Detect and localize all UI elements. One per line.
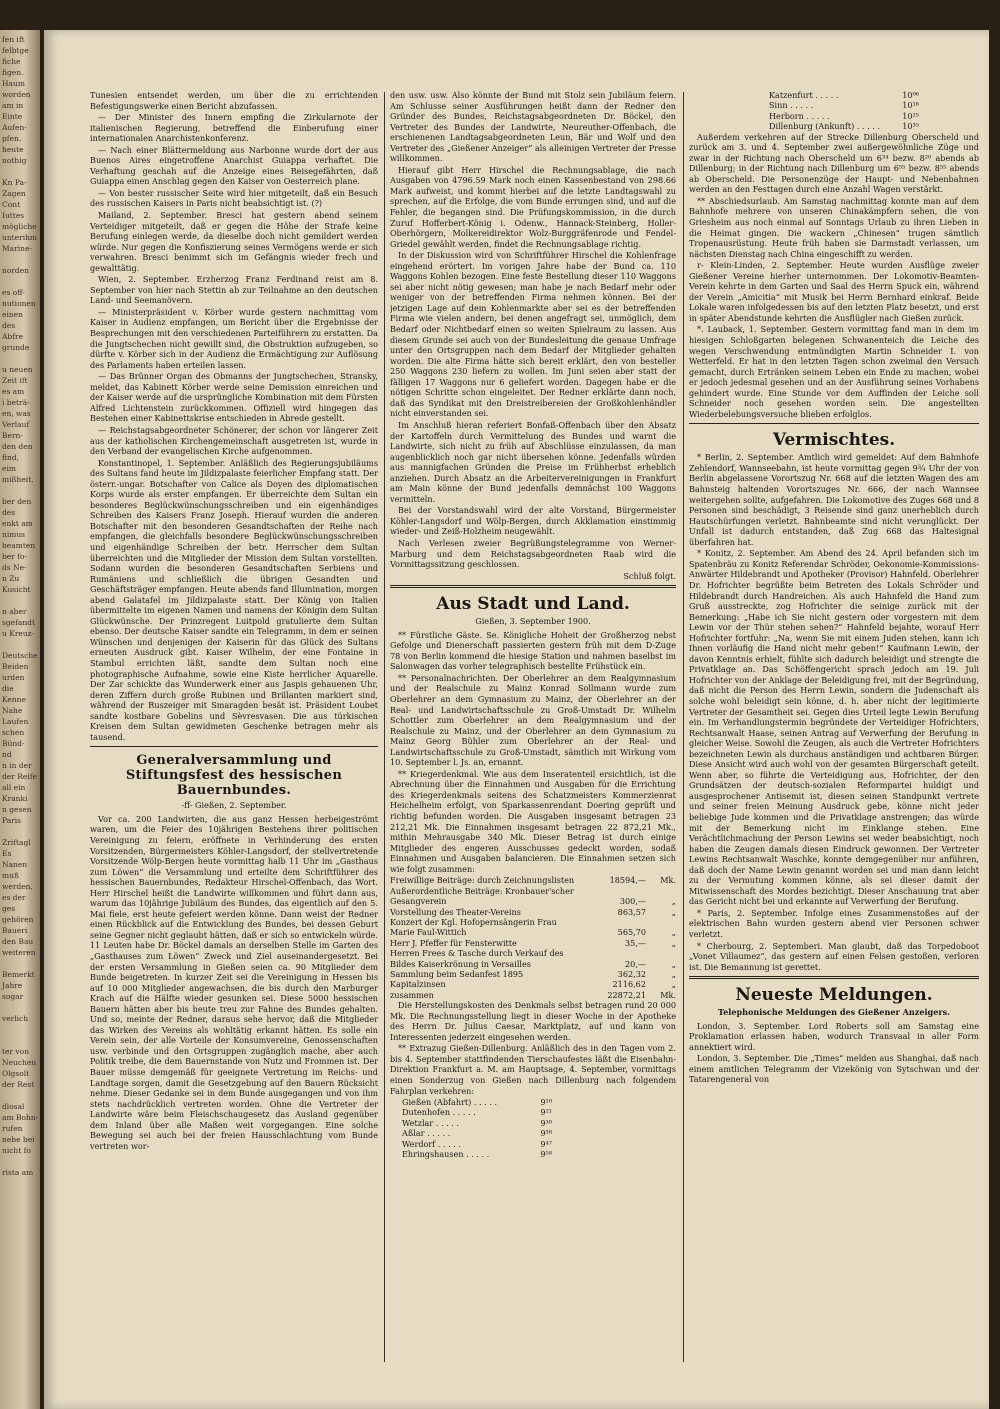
table-cell-amount — [598, 948, 646, 958]
table-cell-label: Herr J. Pfeffer für Fensterwitte — [390, 937, 517, 948]
table-cell-amount: 2116,62 — [612, 979, 646, 990]
station-name: Ehringshausen . . . . . — [402, 1149, 490, 1160]
dateline: -ff- Gießen, 2. September. — [181, 800, 287, 811]
departure-time: 9³⁰ — [540, 1117, 552, 1128]
column-rule — [683, 92, 684, 1362]
timetable-row — [769, 100, 919, 110]
article-paragraph: * Paris, 2. September. Infolge eines Zusammenstoßes auf der elektrischen Bahn wurden gestern abend vier Personen schwer verletzt. — [689, 907, 979, 939]
table-cell-amount: 22872,21 — [607, 989, 646, 1000]
station-name: Werdorf . . . . . — [402, 1138, 461, 1149]
section-divider — [90, 746, 378, 747]
station-name: Katzenfurt . . . . . — [769, 90, 839, 100]
table-cell-unit: Mk. — [660, 875, 676, 886]
timetable-row — [402, 1149, 552, 1159]
previous-page-edge — [0, 30, 40, 1409]
article-paragraph: Bei der Vorstandswahl wird der alte Vorstand, Bürgermeister Köhler-Langsdorf und Wölp-Bergen, durch Akklamation einstimmig wieder- und Zeiß-Holzheim neugewählt. — [390, 505, 676, 537]
station-name: Aßlar . . . . . — [402, 1128, 451, 1139]
column-2 — [390, 90, 676, 1370]
article-paragraph: Die Herstellungskosten des Denkmals selbst betragen rund 20 000 Mk. Die Rechnungsstellung liegt in dieser Woche in der Apotheke des Herrn Dr. Julius Caesar, Marktplatz, auf und kann von Interessenten jederzeit eingesehen werden. — [390, 1000, 676, 1042]
table-cell-label: Sammlung beim Sedanfest 1895 — [390, 968, 524, 979]
section-subheading: Telephonische Meldungen des Gießener Anzeigers. — [718, 1007, 950, 1018]
dateline: Gießen, 3. September 1900. — [475, 616, 591, 627]
timetable-row — [402, 1128, 552, 1138]
section-divider — [689, 976, 979, 979]
newspaper-page — [44, 30, 989, 1409]
timetable-row — [402, 1118, 552, 1128]
table-row — [390, 907, 676, 917]
table-row — [390, 938, 676, 948]
article-paragraph: — Das Brünner Organ des Obmanns der Jungtschechen, Stransky, meldet, das Kabinett Körber werde seine Demission einreichen und der Kaiser werde auf die ursprüngliche Kombination mit dem Fürsten Alfred Lichtenstein zurückkommen. Offiziell wird hingegen das Bestehen einer Kabinettskrise entschieden in Abrede gestellt. — [90, 371, 378, 424]
table-cell-label: Gesangverein — [390, 896, 447, 907]
section-heading: Aus Stadt und Land. — [436, 594, 630, 615]
article-paragraph: Wien, 2. September. Erzherzog Franz Ferdinand reist am 8. September von hier nach Stettin ab zur Teilnahme an den deutschen Land- und Seemanövern. — [90, 274, 378, 306]
table-cell-unit: „ — [671, 927, 676, 938]
table-cell-unit — [646, 886, 676, 896]
table-cell-label: Konzert der Kgl. Hofopernsängerin Frau — [390, 916, 557, 927]
station-name: Sinn . . . . . — [769, 100, 814, 111]
table-cell-amount: 362,32 — [617, 968, 646, 979]
article-paragraph: — Der Minister des Innern empfing die Zirkularnote der italienischen Regierung, betreffend die Einberufung einer internationalen Anarchistenkonferenz. — [90, 112, 378, 144]
table-cell-unit: „ — [671, 906, 676, 917]
previous-page-fragments: fen ift felbtge fiche figen. Haum worden am in Einte Aufen- pfen. heute nothig Kn Pa- Zagen Cont Iuttes mögliche unterihm Marine- norden es off- nutionen einen des Abfre grunde u neuen Zeit ift es am i beträ- en, was Verlauf Bern- den den find, eim mißheit, ber den des enkt am nimus beamten ber fo- ds Ne- n Zu Kusicht n aber sgefandt u Kreuz- Deutsche Beiden urden die Kenne Nahe Laufen schen Bünd- nd n in der der Reife all ein Kranki n gesen Paris Zriftagl Es Nanen muß werden, es der ges gehören Baueri den Bau weiteren Bemerkt Jahre sogar verlich ter von Neuchen Olgsolt der Rest dlosal am Bohn- rufen nebe bei nicht fo rista am — [2, 35, 39, 1177]
timetable-row — [402, 1097, 552, 1107]
table-cell-unit: „ — [671, 896, 676, 907]
table-cell-amount — [598, 917, 646, 927]
table-cell-amount: 300,— — [619, 896, 646, 907]
table-cell-label: Vorstellung des Theater-Vereins — [390, 906, 521, 917]
table-row — [390, 969, 676, 979]
article-paragraph: — Von bester russischer Seite wird hier mitgeteilt, daß ein Besuch des russischen Kaisers in Paris nicht beabsichtigt ist. (?) — [90, 187, 378, 209]
station-name: Dutenhofen . . . . . — [402, 1107, 476, 1118]
section-divider — [689, 423, 979, 424]
table-cell-unit: „ — [671, 958, 676, 969]
table-cell-unit: Mk. — [660, 989, 676, 1000]
column-3 — [689, 90, 979, 1370]
station-name: Dillenburg (Ankunft) . . . . . — [769, 121, 880, 132]
table-cell-amount: 20,— — [625, 958, 646, 969]
article-paragraph: Konstantinopel, 1. September. Anläßlich des Regierungsjubiläums des Sultans fand heute im Jildizpalaste feierlicher Empfang statt. Der österr.-ungar. Botschafter von Calice als Doyen des diplomatischen Korps wurde als erster empfangen. Er überreichte dem Sultan ein besonderes Beglückwünschungsschreiben und ein eigenhändiges Schreiben des Kaisers Franz Joseph. Hierauf wurden die anderen Botschafter mit den besonderen Gesandtschaften der Reihe nach empfangen, die gleichfalls besondere Beglückwünschungsschreiben und eigenhändige Schreiben der betr. Herrscher dem Sultan überreichten und die Mitglieder der Mission dem Sultan vorstellten. Sodann wurden die besonderen Gesandtschaften Serbiens und Rumäniens und schließlich die übrigen Gesandten und Geschäftsträger empfangen. Heute abends fand Illumination, morgen abend Galatafel im Jildizpalaste statt. Der König von Italien übermittelte im eigenen Namen und namens der Königin dem Sultan Glückwünsche. Der Prinzregent Luitpold gratulierte dem Sultan ebenso. Der deutsche Kaiser sandte ein Telegramm, in dem er seinen Wünschen und denjenigen der Kaiserin für das Glück des Sultans erneuten Ausdruck gibt. Kaiser Wilhelm, der eine Fontaine in Stambul errichten läßt, sandte dem Sultan noch eine photographische Aufnahme, sowie eine Kiste herrlicher Aquarelle. Der Zar schickte das Wunderwerk einer aus Jaspis gehauenen Uhr, deren Ziffern durch große Rubinen und Brillanten markiert sind, während der Ruszeiger mit Smaragden besät ist. Präsident Loubet sandte kostbare Gobelins und Sèvresvasen. Die aus türkischen Kreisen dem Sultan gewidmeten Geschenke betragen mehr als tausend. — [90, 457, 378, 742]
table-row — [390, 959, 676, 969]
table-row — [390, 917, 676, 927]
article-paragraph: In der Diskussion wird von Schriftführer Hirschel die Kohlenfrage eingehend erörtert. Im vorigen Jahre habe der Bund ca. 110 Waggons Kohlen bezogen. Eine feste Bestellung dieser 110 Waggons sei aber nicht nötig gewesen; man habe je nach Bedarf mehr oder weniger von der betreffenden Firma nehmen können. Bei der jetzigen Lage auf dem Kohlenmarkte aber sei es der betreffenden Firma wie vielen andern, bei denen angefragt sei, unmöglich, dem Bedarf oder Nichtbedarf einen so weiten Spielraum zu lassen. Aus diesem Grunde sei auch von der Bundesleitung die genaue Umfrage unter den Ortsgruppen nach dem Bedarf der Mitglieder gehalten worden. Die alte Firma hätte sich bereit erklärt, den von besteller 250 Waggons 230 liefern zu wollen. Im Juni seien aber statt der fälligen 17 Waggons nur 6 geliefert worden. Dagegen habe er die nötigen Schritte schon eingeleitet. Der Redner erklärte dann noch, daß das Syndikat mit den Dreistreibereien der Großkohlenhändler nicht einverstanden sei. — [390, 250, 676, 419]
timetable-row — [769, 121, 919, 131]
section-divider — [390, 585, 676, 588]
timetable-row — [402, 1139, 552, 1149]
table-row — [390, 927, 676, 937]
table-row — [390, 896, 676, 906]
table-cell-amount: 35,— — [625, 937, 646, 948]
station-name: Wetzlar . . . . . — [402, 1117, 459, 1128]
section-heading: Neueste Meldungen. — [735, 985, 933, 1006]
departure-time: 10³⁵ — [902, 121, 919, 132]
article-paragraph: ** Abschiedsurlaub. Am Samstag nachmittag konnte man auf dem Bahnhofe mehrere von unseren Chinakämpfern sehen, die von Griesheim aus noch einmal auf Sonntags Urlaub zu ihren Lieben in die Heimat gingen. Die wackern „Chinesen“ trugen sämtlich Tropenausrüstung. Heute früh haben sie Darmstadt verlassen, um nächsten Dienstag nach China eingeschifft zu werden. — [689, 195, 979, 259]
departure-time: 9³⁸ — [540, 1128, 552, 1139]
table-row — [390, 875, 676, 885]
article-paragraph: * Konitz, 2. September. Am Abend des 24. April befanden sich im Spatenbräu zu Konitz Referendar Schröder, Oekonomie-Kommissions-Anwärter Hildebrandt und Apotheker (Provisor) Hahnfeld. Oberlehrer Dr. Hofrichter begrüßte beim Betreten des Lokals Schröder und Hildebrandt durch Handreichen. Als auch Hahnfeld die Hand zum Gruß ausstreckte, zog Hofrichter die seinige zurück mit der Bemerkung: „Habe ich Sie nicht gestern oder vorgestern mit dem Lewin vor der Thür stehen sehen?“ Hahnfeld bejahte, worauf Herr Hofrichter fortfuhr: „Na, wenn Sie mit einem Juden stehen, kann ich Ihnen vorläufig die Hand nicht mehr geben!“ Kaufmann Lewin, der davon Kenntnis erhielt, fühlte sich dadurch beleidigt und strengte die Privatklage an. Das Schöffengericht sprach jedoch am 19. Juli Hofrichter von der Anklage der Beleidigung frei, mit der Begründung, daß nicht die Person des Herrn Lewin, sondern die Judenschaft als solche wohl beleidigt sein könne, d. h. aber nicht der legitimierte Vertreter der Gesamtheit sei. Gegen dies Urteil legte Lewin Berufung ein. Im Verhandlungstermin begründete der Verteidiger Hofrichters, Rechtsanwalt Haase, seinen Antrag auf Verwerfung der Berufung in gleicher Weise. Sowohl die Zeugen, als auch die Vertreter Hofrichters bezeichneten Lewin als durchaus anständigen und achtbaren Bürger. Diese Ansicht wird auch wohl von der gesamten Bürgerschaft geteilt. Wenn aber, so führte die Verteidigung aus, Hofrichter, der den Grundsätzen der deutsch-sozialen Reformpartei huldigt und ausgesprochener Antisemit ist, diesen seinen Standpunkt vertrete und seiner freien Meinung Ausdruck gebe, könne nicht jeder beliebige Jude kommen und die Privatklage anstrengen; das würde mit der Bemerkung nicht im Einklange stehen. Eine Verächtlichmachung der Person Lewins sei weder beabsichtigt, noch haben die Zeugen damals diesen Eindruck gewonnen. Der Vertreter Lewins Rechtsanwalt Waschke, konnte demgegenüber nur anführen, daß doch der Name Lewin genannt worden sei und man dann leicht zu der Vermutung kommen könne, als sei dieser damit der Mitwissenschaft des Mordes bezichtigt. Dieser Anschauung trat aber das Gericht nicht bei und erkannte auf Verwerfung der Berufung. — [689, 548, 979, 907]
table-cell-unit: „ — [671, 968, 676, 979]
article-paragraph: — Ministerpräsident v. Körber wurde gestern nachmittag vom Kaiser in Audienz empfangen, um Bericht über die Ergebnisse der Besprechungen mit den verschiedenen Parteiführern zu erstatten. Da die Jungtschechen nicht gewillt sind, die Obstruktion aufzugeben, so dürfte v. Körber sich in der Audienz die Ermächtigung zur Auflösung des Parlaments haben erteilen lassen. — [90, 306, 378, 370]
article-paragraph: — Reichstagsabgeordneter Schönerer, der schon vor längerer Zeit aus der katholischen Kirchengemeinschaft ausgetreten ist, wurde in den Verband der evangelischen Kirche aufgenommen. — [90, 424, 378, 457]
timetable-row — [769, 111, 919, 121]
article-paragraph: Nach Verlesen zweier Begrüßungstelegramme von Werner-Marburg und dem Reichstagsabgeordneten Raab wird die Vormittagssitzung geschlossen. — [390, 537, 676, 570]
article-paragraph: den usw. usw. Also könnte der Bund mit Stolz sein Jubiläum feiern. Am Schlusse seiner Ausführungen heißt dann der Redner den Gründer des Bundes, Reichstagsabgeordneten Dr. Böckel, den Vertreter des Bundes der Landwirte, Neureuther-Offenbach, die erschienenen Landtagsabgeordneten Leun, Bär und Wolf und den Vertreter des „Gießener Anzeiger“ als alleinigen Vertreter der Presse willkommen. — [390, 90, 676, 164]
article-paragraph: ** Extrazug Gießen-Dillenburg. Anläßlich des in den Tagen vom 2. bis 4. September stattfindenden Tierschaufestes läßt die Eisenbahn-Direktion Frankfurt a. M. am Hauptsage, 4. September, vormittags einen Sonderzug von Gießen nach Dillenburg nach folgendem Fahrplan verkehren: — [390, 1043, 676, 1096]
article-paragraph: London, 3. September. Lord Roberts soll am Samstag eine Proklamation erlassen haben, wodurch Transvaal in aller Form annektiert wird. — [689, 1020, 979, 1052]
article-paragraph: r- Klein-Linden, 2. September. Heute wurden Ausflüge zweier Gießener Vereine hierher unternommen. Der Lokomotiv-Beamten-Verein kehrte in dem Garten und Saal des Herrn Spuck ein, während der Verein „Amicitia“ mit Musik bei Herrn Bernhard einkraf. Beide Lokale waren infolgedessen bis auf den letzten Platz besetzt, und erst in später Abendstunde kehrten die Ausflügler nach Gießen zurück. — [689, 260, 979, 323]
table-cell-amount — [598, 886, 646, 896]
article-paragraph: London, 3. September. Die „Times“ melden aus Shanghai, daß nach einem amtlichen Telegramm der Vizekönig von Sytschwan und der Tatarengeneral von — [689, 1053, 979, 1085]
table-cell-amount: 863,57 — [617, 906, 646, 917]
timetable — [769, 90, 919, 132]
continuation-note: Schluß folgt. — [623, 570, 676, 581]
departure-time: 9⁴⁷ — [540, 1138, 552, 1149]
article-paragraph: — Nach einer Blättermeldung aus Narbonne wurde dort der aus Buenos Aires eingetroffene Anarchist Guiappa verhaftet. Die Verhaftung geschah auf die Anzeige eines Reisegefährten, daß Guiappa einen Anschlag gegen den Kaiser von Oesterreich plane. — [90, 144, 378, 187]
article-paragraph: * Berlin, 2. September. Amtlich wird gemeldet: Auf dem Bahnhofe Zehlendorf, Wannseebahn, ist heute vormittag gegen 9¾ Uhr der von Berlin abgelassene Vorortszug Nr. 668 auf die letzten Wagen des am Bahnsteig haltenden Vorortszuges Nr. 666, der nach Wannsee weitergehen sollte, aufgefahren. Die Lokomotive des Zuges 668 und 8 Personen sind beschädigt, 3 Reisende sind ganz unerheblich durch Hautschürfungen verletzt. Bahnbeamte sind nicht verunglückt. Der Unfall ist dadurch entstanden, daß Zug 668 das Haltesignal überfahren hat. — [689, 452, 979, 547]
article-paragraph: Vor ca. 200 Landwirten, die aus ganz Hessen herbeigeströmt waren, um die Feier des 10jährigen Bestehens ihrer politischen Vereinigung zu feiern, eröffnete in Verhinderung des ersten Vorsitzenden, Bürgermeisters Köhler-Langsdorf, der stellvertretende Vorsitzende Wölp-Bergen heute vormittag halb 11 Uhr im „Gasthaus zum Löwen“ die Versammlung und erteilte dem Schriftführer des hessischen Bauernbundes, Redakteur Hirschel-Offenbach, das Wort. Herr Hirschel heißt die Landwirte willkommen und führt dann aus, warum das 10jährige Jubiläum des Bundes, das eigentlich auf den 5. Mai fiele, erst heute gefeiert werden könne. Dann weist der Redner einen Rückblick auf die Entwicklung des Bundes, bei dessen Geburt seine Gegner nicht geglaubt hätten, daß er sich so entwickeln würde. 11 Leuten habe Dr. Böckel damals an derselben Stelle im Garten des „Gasthauses zum Löwen“ Zweck und Ziel auseinandergesetzt. Bei der ersten Versammlung in Gießen seien ca. 90 Mitglieder dem Bunde beigetreten. In kurzer Zeit sei die Vereinigung in Hessen bis auf 10 000 Mitglieder angewachsen, die bis durch den Marburger Krach auf die Hälfte wieder gesunken sei. Diese 5000 hessischen Bauern hätten aber bis heute treu zur Fahne des Bundes gehalten. Und so, meinte der Redner, daraus sehe hervor, daß die Mitglieder das Wirken des Vereins als wohltätig erkannt hätten. Es solle ein Verein sein, der alle Vorteile der Konsumvereine, Genossenschaften usw. verbinde und den Ortsgruppen zugänglich mache, aber auch Politik treibe, die dem Bauernstande von Nutz und Frommen ist. Der Bauer müsse demgemäß für geeignete Vertretung im Reichs- und Landtage sorgen, damit die Gesetzgebung auf den Bauern Rücksicht nehme. Dieser Gedanke sei in dem Bunde ausgegangen und von ihm stets nachdrücklich vertreten worden. Ohne die Vertreter der Landwirte wäre beim Fleischschaugesetz das Ausland gegenüber dem Inland über alle Maßen weit vorgegangen. Eine solche Bewegung sei auch bei der freien Hausschlachtung vom Bunde vertreten wor- — [90, 813, 378, 1151]
article-paragraph: ** Personalnachrichten. Der Oberlehrer an dem Realgymnasium und der Realschule zu Mainz Konrad Sollmann wurde zum Oberlehrer an dem Gymnasium zu Mainz, der Oberlehrer an der Real- und Landwirtschaftsschule zu Groß-Umstadt Dr. Wilhelm Schottler zum Oberlehrer an dem Realgymnasium und der Realschule zu Mainz, und der Oberlehrer an dem Gymnasium zu Mainz Georg Bühler zum Oberlehrer an der Real- und Landwirtschaftsschule zu Groß-Umstadt, sämtlich mit Wirkung vom 10. September l. Js. an, ernannt. — [390, 672, 676, 768]
table-row — [390, 886, 676, 896]
table-cell-label: Marie Faul-Wittich — [390, 927, 467, 938]
departure-time: 10⁰⁶ — [902, 90, 919, 100]
article-paragraph: ** Fürstliche Gäste. Se. Königliche Hoheit der Großherzog nebst Gefolge und Dienerschaft passierten gestern früh mit dem D-Zuge 78 von Berlin kommend die hiesige Station und nahmen baselbst im Salonwagen das vorher telegraphisch bestellte Frühstück ein. — [390, 629, 676, 672]
table-cell-unit — [646, 917, 676, 927]
table-cell-amount: 565,70 — [617, 927, 646, 938]
section-heading: Vermischtes. — [772, 430, 896, 451]
table-cell-label: Herren Frees & Tasche durch Verkauf des — [390, 948, 564, 959]
table-cell-label: Freiwillige Beiträge: durch Zeichnungslisten — [390, 875, 575, 886]
column-1 — [90, 90, 378, 1370]
section-heading: Generalversammlung und Stiftungsfest des hessischen Bauernbundes. — [125, 753, 343, 799]
donations-table — [390, 875, 676, 1000]
article-paragraph: Mailand, 2. September. Bresci hat gestern abend seinem Verteidiger mitgeteilt, daß er gegen die Höhe der Strafe keine Berufung einlegen werde, da dieselbe doch nicht gemildert werden würde. Nur gegen die Konfiszierung seines Vermögens werde er sich verwahren. Bresci benimmt sich im Gefängnis wieder frech und gewalttätig. — [90, 210, 378, 273]
table-row — [390, 990, 676, 1000]
table-cell-unit: „ — [671, 979, 676, 990]
column-rule — [384, 92, 385, 1362]
article-paragraph: ** Kriegerdenkmal. Wie aus dem Inseratenteil ersichtlich, ist die Abrechnung über die Einnahmen und Ausgaben für die Errichtung des Kriegerdenkmals seitens des Schatzmeisters Kommerzienrat Heichelheim erfolgt, von Sparkassenrendant Doering geprüft und richtig befunden worden. Die Ausgaben insgesamt betragen 23 212,21 Mk. Die Einnahmen insgesamt betragen 22 872,21 Mk., mithin Mehrausgabe 340 Mk. Dieser Betrag ist durch einige Mitglieder des engeren Ausschusses gedeckt worden, sodaß Einnahmen und Ausgaben balancieren. Die Einnahmen setzen sich wie folgt zusammen: — [390, 768, 676, 874]
station-name: Gießen (Abfahrt) . . . . . — [402, 1097, 498, 1108]
table-cell-label: Bildes Kaiserkrönung in Versailles — [390, 958, 531, 969]
table-cell-unit: „ — [671, 937, 676, 948]
table-cell-label: Außerordentliche Beiträge: Kronbauer'scher — [390, 885, 574, 896]
table-cell-label: zusammen — [390, 989, 434, 1000]
station-name: Herborn . . . . . — [769, 110, 830, 121]
table-cell-unit — [646, 948, 676, 958]
departure-time: 10²⁵ — [902, 110, 919, 121]
table-cell-amount: 18594,— — [609, 875, 646, 886]
article-paragraph: * Cherbourg, 2. Septemberi. Man glaubt, daß das Torpedoboot „Vonet Villaumez“, das gestern auf einen Felsen gestoßen, verloren ist. Die Bemannung ist gerettet. — [689, 940, 979, 972]
article-paragraph: Im Anschluß hieran referiert Bonfaß-Offenbach über den Absatz der Kartoffeln durch Vermittelung des Bundes und warnt die Landwirte, sich nicht zu früh auf Abschlüsse einzulassen, da man augenblicklich noch gar nicht übersehen könne. Jedenfalls würden aus mannigfachen Gründen die Preise im Frühherbst erheblich anziehen. Durch Absatz an die Arbeitervereinigungen in Frankfurt am Main könne der Bund jedenfalls demnächst 100 Waggons vermitteln. — [390, 419, 676, 504]
departure-time: 9¹⁰ — [540, 1097, 552, 1108]
departure-time: 9²¹ — [540, 1107, 552, 1118]
article-paragraph: Außerdem verkehren auf der Strecke Dillenburg Oberscheld und zurück am 3. und 4. September zwei außergewöhnliche Züge und zwar in der Richtung nach Oberscheld um 6³⁴ bezw. 8²⁰ abends ab Dillenburg; in der Richtung nach Dillenburg um 6⁵⁵ bezw. 8⁵⁵ abends ab Oberscheld. Die Personenzüge der Haupt- und Nebenbahnen werden an den Festtagen durch eine Anzahl Wagen verstärkt. — [689, 131, 979, 195]
table-row — [390, 948, 676, 958]
departure-time: 9⁵⁸ — [540, 1149, 552, 1160]
article-paragraph: *. Lauback, 1. September. Gestern vormittag fand man in dem im hiesigen Schloßgarten belegenen Schwanenteich die Leiche des wegen Verschwendung entmündigten Martin Schneider I. von Wetterfeld. Er hat in den letzten Tagen schon zweimal den Versuch gemacht, durch Ertränken seinem Leben ein Ende zu machen, wobei er jedoch jedesmal gesehen und an der Ausführung seines Vorhabens gehindert wurde. Eine Stunde vor dem Auffinden der Leiche soll Schneider noch gesehen worden sein. Die angestellten Wiederbelebungsversuche blieben erfolglos. — [689, 324, 979, 419]
timetable-row — [402, 1107, 552, 1117]
timetable — [402, 1097, 552, 1159]
timetable-row — [769, 90, 919, 100]
table-cell-label: Kapitalzinsen — [390, 979, 446, 990]
departure-time: 10¹⁶ — [902, 100, 919, 111]
article-paragraph: Tunesien entsendet werden, um über die zu errichtenden Befestigungswerke einen Bericht abzufassen. — [90, 90, 378, 111]
article-paragraph: Hierauf gibt Herr Hirschel die Rechnungsablage, die nach Ausgaben von 4796.59 Mark noch einen Kassenbestand von 298.66 Mark aufweist, und kommt hierbei auf die letzte Landtagswahl zu sprechen, auf die Erfolge, die vom Bunde errungen sind, und auf die Fehler, die begangen sind. Die Prüfungskommission, in die durch Zuruf Hofferbert-König i. Odenw., Hannack-Steinberg, Holler-Oberhörgern, Molkereidirektor Wolz-Burggräfenrode und Fendel-Griedel gewählt werden, findet die Rechnungsablage richtig. — [390, 164, 676, 249]
table-row — [390, 979, 676, 989]
